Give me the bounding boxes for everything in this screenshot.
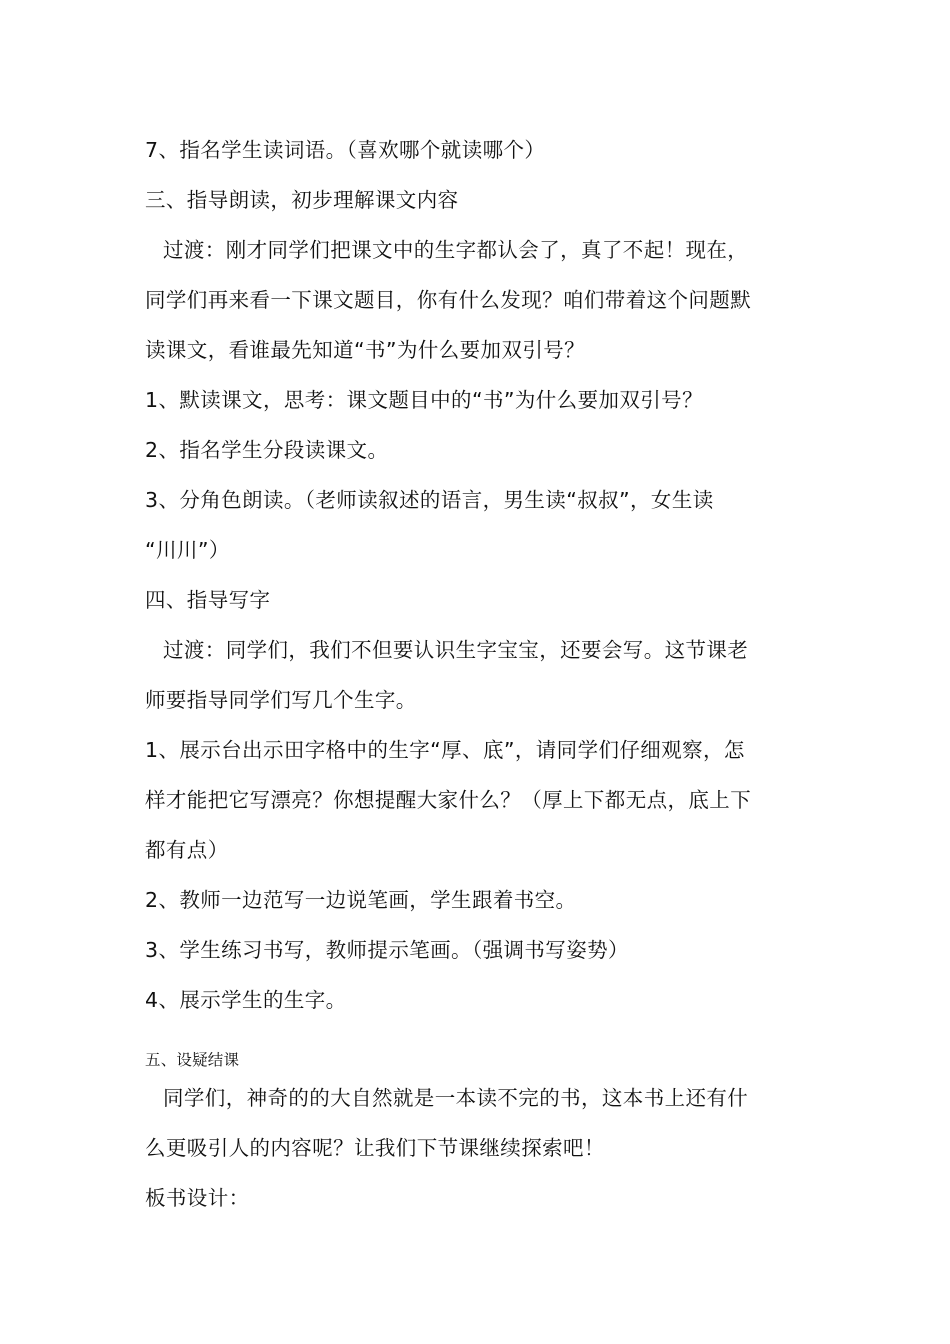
transition-paragraph-line-3: 读课文，看谁最先知道“书”为什么要加双引号？ [145,338,586,362]
step-3-role-reading-line-2: “川川”） [145,538,230,562]
writing-step-3: 3、学生练习书写，教师提示笔画。（强调书写姿势） [145,938,629,962]
step-3-role-reading-line-1: 3、分角色朗读。（老师读叙述的语言，男生读“叔叔”，女生读 [145,488,714,512]
writing-step-1-line-3: 都有点） [145,838,229,862]
section-4-heading: 四、指导写字 [145,588,271,612]
writing-step-1-line-2: 样才能把它写漂亮？你想提醒大家什么？（厚上下都无点，底上下 [145,788,752,812]
section-3-heading: 三、指导朗读，初步理解课文内容 [145,188,459,212]
transition-paragraph-line-1: 过渡：刚才同学们把课文中的生字都认会了，真了不起！现在， [163,238,749,262]
section-5-heading: 五、设疑结课 [145,1051,240,1069]
step-7-read-words: 7、指名学生读词语。（喜欢哪个就读哪个） [145,138,546,162]
writing-transition-line-2: 师要指导同学们写几个生字。 [145,688,417,712]
board-design-heading: 板书设计： [145,1186,250,1210]
transition-paragraph-line-2: 同学们再来看一下课文题目，你有什么发现？咱们带着这个问题默 [145,288,752,312]
step-1-silent-reading: 1、默读课文，思考：课文题目中的“书”为什么要加双引号？ [145,388,703,412]
closing-paragraph-line-1: 同学们，神奇的的大自然就是一本读不完的书，这本书上还有什 [163,1086,749,1110]
writing-step-1-line-1: 1、展示台出示田字格中的生字“厚、底”，请同学们仔细观察，怎 [145,738,745,762]
closing-paragraph-line-2: 么更吸引人的内容呢？让我们下节课继续探索吧！ [145,1136,605,1160]
writing-transition-line-1: 过渡：同学们，我们不但要认识生字宝宝，还要会写。这节课老 [163,638,749,662]
step-2-section-reading: 2、指名学生分段读课文。 [145,438,389,462]
writing-step-4: 4、展示学生的生字。 [145,988,347,1012]
writing-step-2: 2、教师一边范写一边说笔画，学生跟着书空。 [145,888,577,912]
